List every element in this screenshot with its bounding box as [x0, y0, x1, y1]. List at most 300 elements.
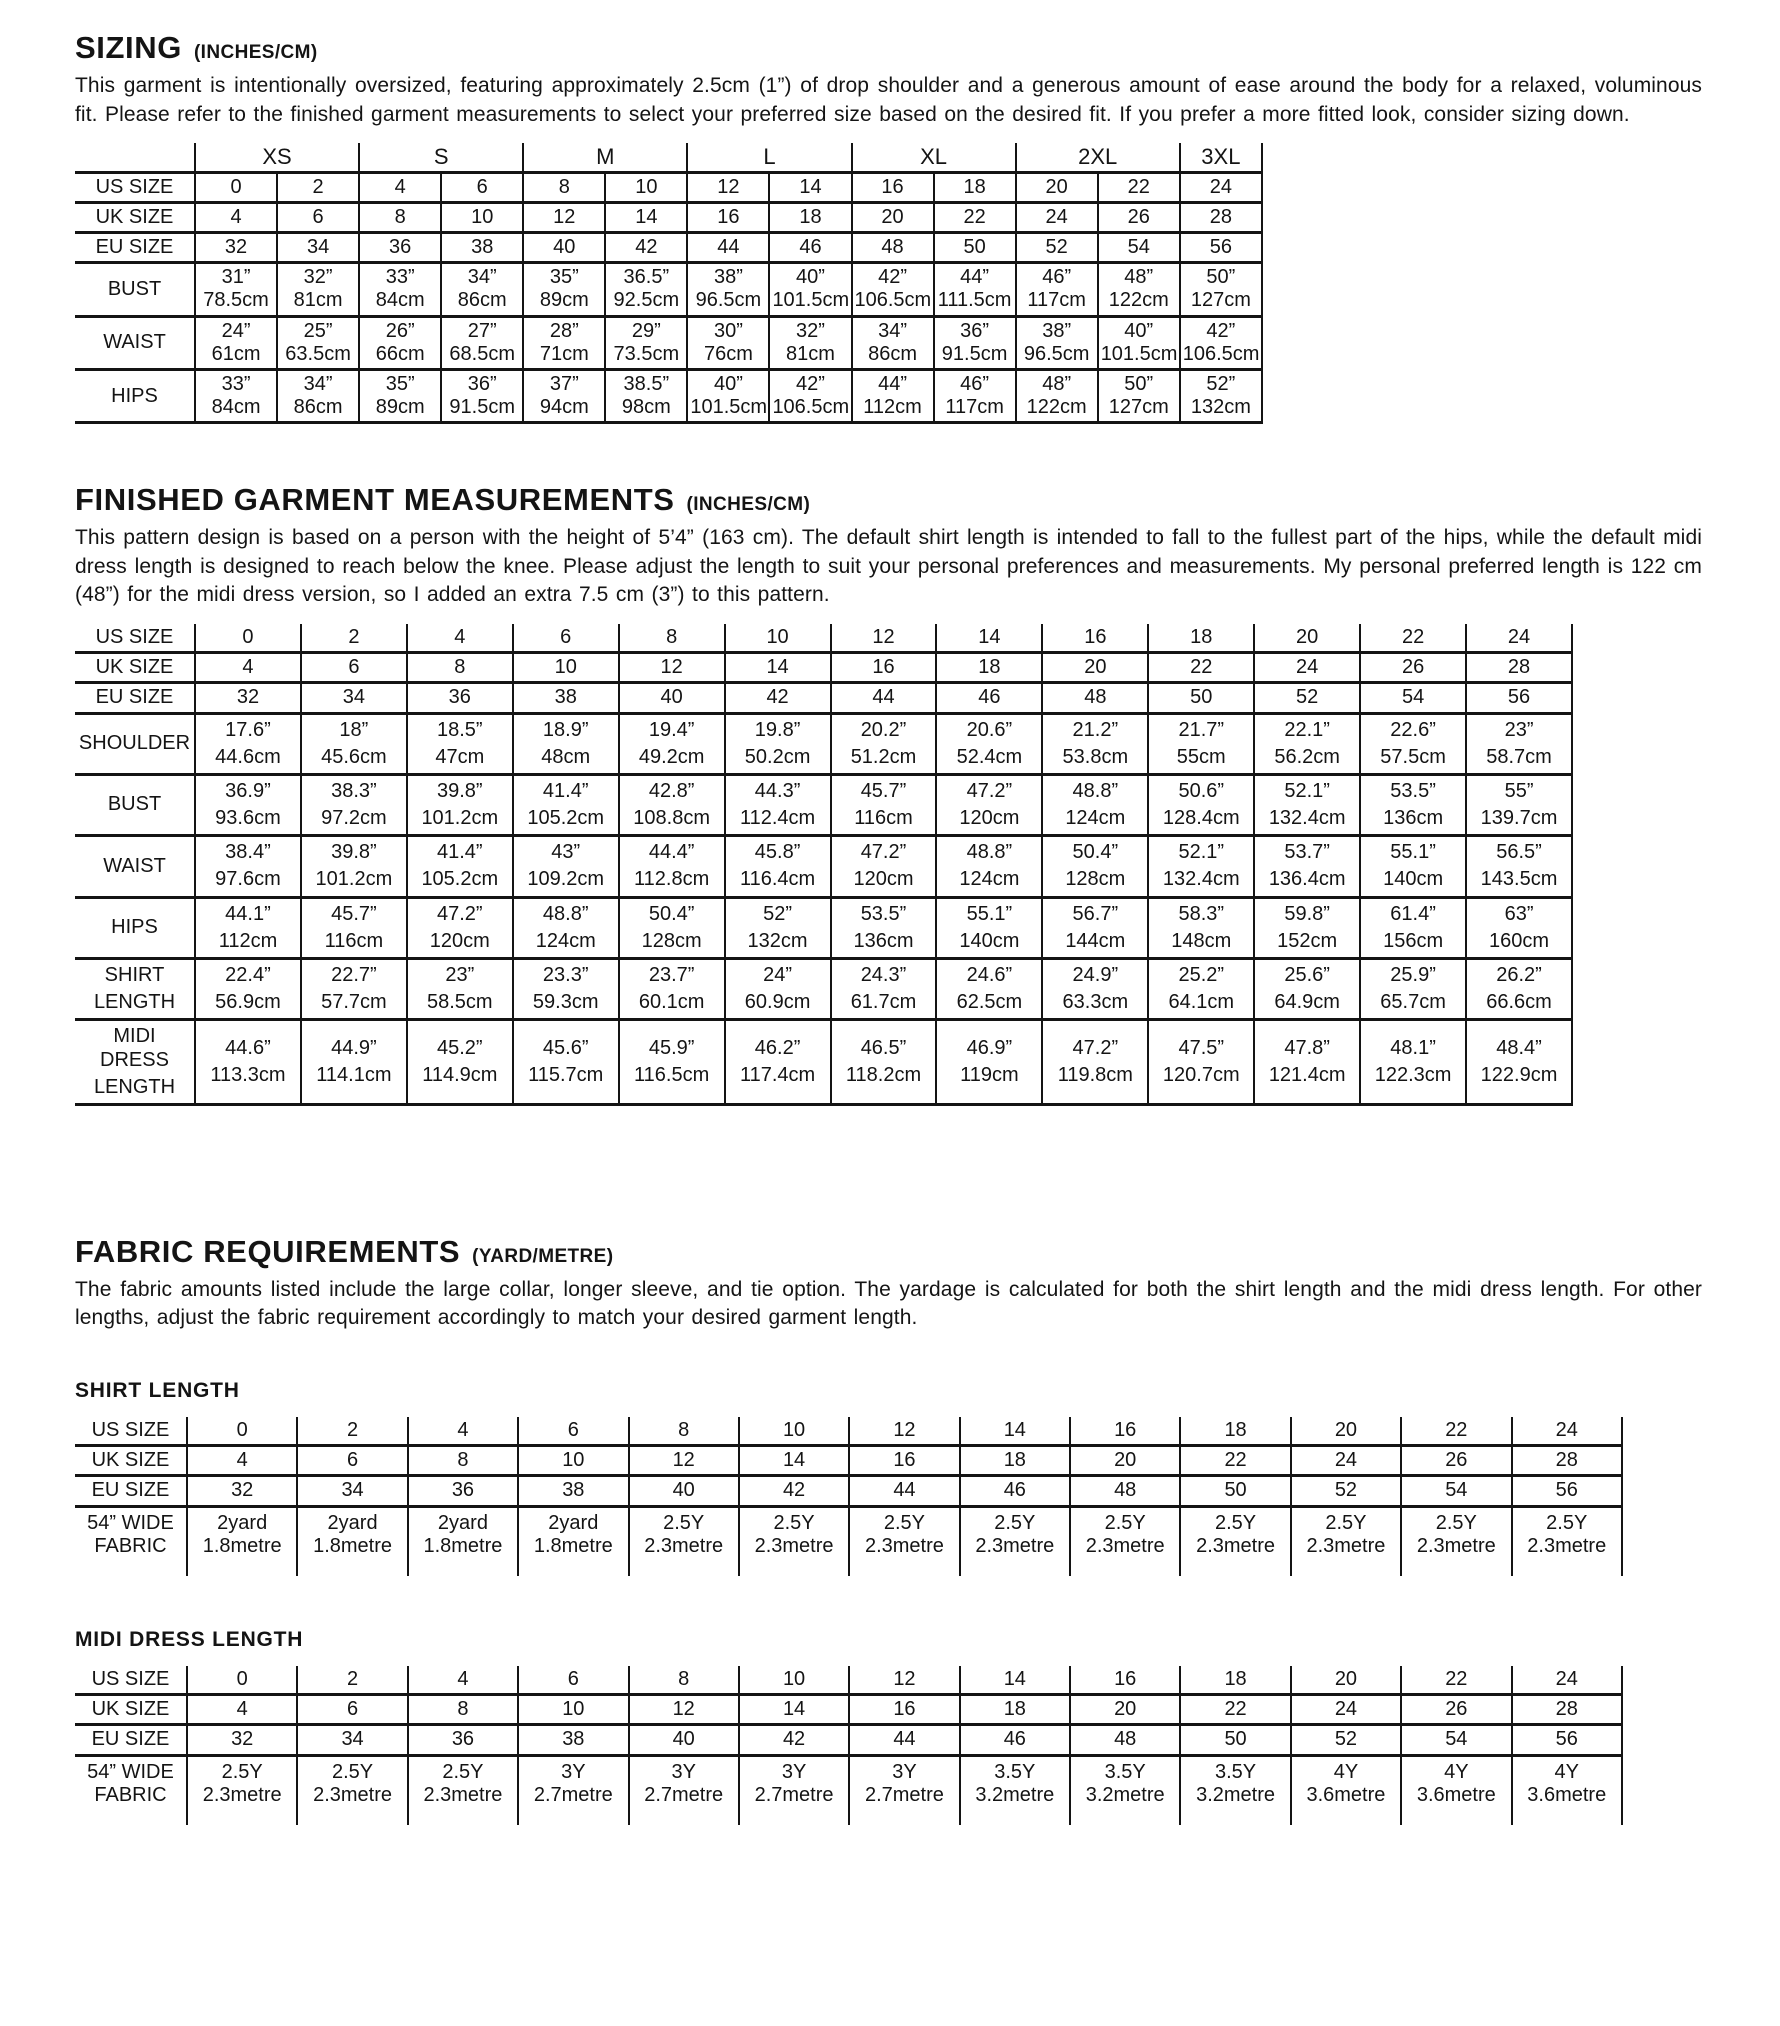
row-label: WAIST	[75, 316, 195, 369]
value-cell: 8	[629, 1417, 739, 1446]
value-cell: 12	[619, 653, 725, 683]
table-row	[75, 316, 1262, 369]
fabric-requirements-section	[75, 1234, 1702, 1825]
fabric-requirements-heading	[75, 1234, 1702, 1270]
value-cell: 40	[629, 1476, 739, 1506]
value-cell: 50	[1180, 1725, 1290, 1755]
value-cell: 16	[687, 202, 769, 232]
finished-garment-title: FINISHED GARMENT MEASUREMENTS	[75, 482, 675, 518]
size-group-label: M	[523, 143, 687, 172]
value-cell: 54	[1098, 232, 1180, 262]
value-cell: 14	[725, 653, 831, 683]
value-cell: 2	[301, 624, 407, 653]
value-cell: 18	[1148, 624, 1254, 653]
value-cell: 2.5Y 2.3metre	[1070, 1506, 1180, 1576]
table-row	[75, 1725, 1622, 1755]
value-cell: 27” 68.5cm	[441, 316, 523, 369]
size-group-label: L	[687, 143, 851, 172]
value-cell: 26” 66cm	[359, 316, 441, 369]
table-row	[75, 774, 1572, 835]
value-cell: 14	[960, 1666, 1070, 1695]
value-cell: 38	[513, 683, 619, 713]
value-cell: 20.2” 51.2cm	[831, 713, 937, 774]
value-cell: 3Y 2.7metre	[518, 1755, 628, 1825]
value-cell: 8	[359, 202, 441, 232]
table-row	[75, 1506, 1622, 1576]
shirt-length-fabric-table	[75, 1417, 1623, 1576]
value-cell: 48” 122cm	[1016, 369, 1098, 422]
value-cell: 2.5Y 2.3metre	[408, 1755, 518, 1825]
fabric-requirements-title: FABRIC REQUIREMENTS	[75, 1233, 461, 1269]
table-row	[75, 624, 1572, 653]
row-label: HIPS	[75, 897, 195, 958]
value-cell: 42	[739, 1725, 849, 1755]
value-cell: 2	[297, 1417, 407, 1446]
value-cell: 8	[629, 1666, 739, 1695]
value-cell: 25.2” 64.1cm	[1148, 959, 1254, 1020]
value-cell: 38	[518, 1476, 628, 1506]
size-group-label: XS	[195, 143, 359, 172]
value-cell: 20	[1254, 624, 1360, 653]
value-cell: 22	[1180, 1695, 1290, 1725]
value-cell: 2.5Y 2.3metre	[1401, 1506, 1511, 1576]
value-cell: 46” 117cm	[1016, 263, 1098, 316]
value-cell: 54	[1360, 683, 1466, 713]
value-cell: 28	[1466, 653, 1572, 683]
value-cell: 28	[1512, 1446, 1623, 1476]
value-cell: 18	[1180, 1417, 1290, 1446]
row-label: BUST	[75, 263, 195, 316]
value-cell: 2.5Y 2.3metre	[1291, 1506, 1401, 1576]
row-label: US SIZE	[95, 625, 174, 648]
value-cell: 6	[518, 1666, 628, 1695]
table-row	[75, 1417, 1622, 1446]
value-cell: 24.3” 61.7cm	[831, 959, 937, 1020]
value-cell: 16	[1070, 1417, 1180, 1446]
value-cell: 6	[297, 1446, 407, 1476]
fabric-requirements-intro-paragraph: The fabric amounts listed include the large collar, longer sleeve, and tie option. The yardage is calculated for both the shirt length and the midi dress length. For other lengths, adjust the fabric requirement accordingly to match your desired garment length.	[75, 1277, 1702, 1330]
value-cell: 54	[1401, 1725, 1511, 1755]
value-cell: 42	[739, 1476, 849, 1506]
value-cell: 24.6” 62.5cm	[936, 959, 1042, 1020]
value-cell: 20	[1291, 1417, 1401, 1446]
value-cell: 3.5Y 3.2metre	[1180, 1755, 1290, 1825]
row-label: UK SIZE	[75, 202, 195, 232]
value-cell: 23” 58.7cm	[1466, 713, 1572, 774]
value-cell: 45.7” 116cm	[831, 774, 937, 835]
value-cell: 16	[831, 653, 937, 683]
value-cell: 45.2” 114.9cm	[407, 1020, 513, 1105]
value-cell: 2.5Y 2.3metre	[1180, 1506, 1290, 1576]
value-cell: 56	[1466, 683, 1572, 713]
value-cell: 44.1” 112cm	[195, 897, 301, 958]
value-cell: 6	[441, 172, 523, 202]
value-cell: 42” 106.5cm	[769, 369, 851, 422]
midi-dress-fabric-table	[75, 1666, 1623, 1825]
table-row	[75, 897, 1572, 958]
value-cell: 2.5Y 2.3metre	[1512, 1506, 1623, 1576]
value-cell: 3.5Y 3.2metre	[1070, 1755, 1180, 1825]
body-measurements-table	[75, 143, 1263, 424]
value-cell: 53.5” 136cm	[831, 897, 937, 958]
table-row	[75, 1695, 1622, 1725]
value-cell: 2.5Y 2.3metre	[629, 1506, 739, 1576]
value-cell: 24” 61cm	[195, 316, 277, 369]
table-row	[75, 1755, 1622, 1825]
value-cell: 38	[441, 232, 523, 262]
value-cell: 39.8” 101.2cm	[301, 836, 407, 897]
value-cell: 50	[934, 232, 1016, 262]
value-cell: 20	[1291, 1666, 1401, 1695]
value-cell: 4	[407, 624, 513, 653]
value-cell: 20	[1070, 1446, 1180, 1476]
value-cell: 2.5Y 2.3metre	[849, 1506, 959, 1576]
value-cell: 18” 45.6cm	[301, 713, 407, 774]
row-label: MIDI DRESS LENGTH	[75, 1020, 195, 1105]
value-cell: 24	[1180, 172, 1262, 202]
value-cell: 52.1” 132.4cm	[1254, 774, 1360, 835]
value-cell: 45.6” 115.7cm	[513, 1020, 619, 1105]
table-row	[75, 232, 1262, 262]
value-cell: 32” 81cm	[769, 316, 851, 369]
value-cell: 23” 58.5cm	[407, 959, 513, 1020]
value-cell: 22	[934, 202, 1016, 232]
row-label: SHOULDER	[75, 713, 195, 774]
value-cell: 34” 86cm	[277, 369, 359, 422]
value-cell: 46	[769, 232, 851, 262]
value-cell: 55.1” 140cm	[936, 897, 1042, 958]
value-cell: 3Y 2.7metre	[849, 1755, 959, 1825]
value-cell: 55” 139.7cm	[1466, 774, 1572, 835]
value-cell: 4	[408, 1666, 518, 1695]
table-row	[75, 202, 1262, 232]
value-cell: 48.8” 124cm	[1042, 774, 1148, 835]
value-cell: 2yard 1.8metre	[297, 1506, 407, 1576]
value-cell: 6	[513, 624, 619, 653]
value-cell: 22.1” 56.2cm	[1254, 713, 1360, 774]
value-cell: 43” 109.2cm	[513, 836, 619, 897]
value-cell: 34” 86cm	[441, 263, 523, 316]
size-group-label: 3XL	[1180, 143, 1262, 172]
value-cell: 44	[849, 1476, 959, 1506]
value-cell: 47.2” 120cm	[936, 774, 1042, 835]
value-cell: 52	[1016, 232, 1098, 262]
value-cell: 0	[187, 1666, 297, 1695]
value-cell: 6	[301, 653, 407, 683]
value-cell: 19.4” 49.2cm	[619, 713, 725, 774]
value-cell: 36” 91.5cm	[934, 316, 1016, 369]
value-cell: 2.5Y 2.3metre	[297, 1755, 407, 1825]
value-cell: 59.8” 152cm	[1254, 897, 1360, 958]
value-cell: 23.3” 59.3cm	[513, 959, 619, 1020]
value-cell: 12	[831, 624, 937, 653]
value-cell: 19.8” 50.2cm	[725, 713, 831, 774]
value-cell: 36.5” 92.5cm	[605, 263, 687, 316]
value-cell: 52	[1291, 1476, 1401, 1506]
value-cell: 26	[1401, 1446, 1511, 1476]
value-cell: 44” 111.5cm	[934, 263, 1016, 316]
size-group-label: S	[359, 143, 523, 172]
value-cell: 25.6” 64.9cm	[1254, 959, 1360, 1020]
value-cell: 52” 132cm	[725, 897, 831, 958]
value-cell: 25” 63.5cm	[277, 316, 359, 369]
value-cell: 4Y 3.6metre	[1512, 1755, 1623, 1825]
value-cell: 10	[441, 202, 523, 232]
value-cell: 22	[1098, 172, 1180, 202]
value-cell: 32	[187, 1476, 297, 1506]
finished-garment-intro-paragraph: This pattern design is based on a person with the height of 5’4” (163 cm). The default shirt length is intended to fall to the fullest part of the hips, while the default midi dress length is designed to reach below the knee. Please adjust the length to suit your personal preferences and measurements. My personal preferred length is 122 cm (48”) for the midi dress version, so I added an extra 7.5 cm (3”) to this pattern.	[75, 526, 1702, 607]
value-cell: 37” 94cm	[523, 369, 605, 422]
value-cell: 3Y 2.7metre	[629, 1755, 739, 1825]
value-cell: 18	[934, 172, 1016, 202]
value-cell: 50.4” 128cm	[619, 897, 725, 958]
value-cell: 46” 117cm	[934, 369, 1016, 422]
value-cell: 26	[1360, 653, 1466, 683]
value-cell: 48	[1070, 1476, 1180, 1506]
value-cell: 24	[1291, 1695, 1401, 1725]
value-cell: 4	[408, 1417, 518, 1446]
value-cell: 58.3” 148cm	[1148, 897, 1254, 958]
value-cell: 22.6” 57.5cm	[1360, 713, 1466, 774]
value-cell: 36	[408, 1725, 518, 1755]
fabric-requirements-unit-label: (YARD/METRE)	[472, 1245, 614, 1267]
value-cell: 24	[1291, 1446, 1401, 1476]
value-cell: 38.4” 97.6cm	[195, 836, 301, 897]
value-cell: 55.1” 140cm	[1360, 836, 1466, 897]
value-cell: 26	[1098, 202, 1180, 232]
value-cell: 14	[739, 1695, 849, 1725]
value-cell: 16	[1070, 1666, 1180, 1695]
sizing-heading	[75, 30, 1702, 66]
value-cell: 46	[960, 1476, 1070, 1506]
value-cell: 36	[407, 683, 513, 713]
value-cell: 16	[849, 1695, 959, 1725]
value-cell: 44	[831, 683, 937, 713]
value-cell: 32	[195, 232, 277, 262]
value-cell: 32” 81cm	[277, 263, 359, 316]
value-cell: 39.8” 101.2cm	[407, 774, 513, 835]
value-cell: 47.8” 121.4cm	[1254, 1020, 1360, 1105]
value-cell: 2	[297, 1666, 407, 1695]
value-cell: 2.5Y 2.3metre	[739, 1506, 849, 1576]
value-cell: 16	[1042, 624, 1148, 653]
size-group-label: XL	[852, 143, 1016, 172]
value-cell: 10	[725, 624, 831, 653]
row-label: UK SIZE	[75, 653, 195, 683]
table-row	[75, 1020, 1572, 1105]
value-cell: 4	[195, 202, 277, 232]
table-row	[75, 959, 1572, 1020]
value-cell: 46	[960, 1725, 1070, 1755]
value-cell: 3Y 2.7metre	[739, 1755, 849, 1825]
value-cell: 22	[1148, 653, 1254, 683]
value-cell: 23.7” 60.1cm	[619, 959, 725, 1020]
value-cell: 20	[1042, 653, 1148, 683]
row-label: EU SIZE	[75, 683, 195, 713]
value-cell: 16	[852, 172, 934, 202]
value-cell: 56	[1512, 1725, 1623, 1755]
table-row	[75, 369, 1262, 422]
value-cell: 34	[297, 1725, 407, 1755]
value-cell: 12	[523, 202, 605, 232]
midi-dress-length-subheading: MIDI DRESS LENGTH	[75, 1627, 304, 1651]
value-cell: 35” 89cm	[523, 263, 605, 316]
value-cell: 46.5” 118.2cm	[831, 1020, 937, 1105]
value-cell: 17.6” 44.6cm	[195, 713, 301, 774]
value-cell: 47.5” 120.7cm	[1148, 1020, 1254, 1105]
value-cell: 20	[852, 202, 934, 232]
row-label: UK SIZE	[75, 1695, 187, 1725]
value-cell: 56.5” 143.5cm	[1466, 836, 1572, 897]
value-cell: 2yard 1.8metre	[187, 1506, 297, 1576]
value-cell: 38.5” 98cm	[605, 369, 687, 422]
value-cell: 8	[408, 1695, 518, 1725]
value-cell: 48” 122cm	[1098, 263, 1180, 316]
value-cell: 34	[301, 683, 407, 713]
table-row	[75, 836, 1572, 897]
value-cell: 18	[1180, 1666, 1290, 1695]
row-label: 54” WIDE FABRIC	[75, 1506, 187, 1576]
value-cell: 45.9” 116.5cm	[619, 1020, 725, 1105]
table-row	[75, 172, 1262, 202]
value-cell: 44	[687, 232, 769, 262]
value-cell: 20	[1070, 1695, 1180, 1725]
value-cell: 24	[1512, 1417, 1623, 1446]
value-cell: 26	[1401, 1695, 1511, 1725]
value-cell: 48	[1042, 683, 1148, 713]
row-label: US SIZE	[91, 1419, 170, 1442]
value-cell: 24	[1512, 1666, 1623, 1695]
value-cell: 8	[407, 653, 513, 683]
value-cell: 42.8” 108.8cm	[619, 774, 725, 835]
value-cell: 36	[408, 1476, 518, 1506]
value-cell: 38” 96.5cm	[1016, 316, 1098, 369]
value-cell: 38	[518, 1725, 628, 1755]
value-cell: 56	[1180, 232, 1262, 262]
value-cell: 18	[936, 653, 1042, 683]
value-cell: 53.5” 136cm	[1360, 774, 1466, 835]
finished-garment-section	[75, 482, 1702, 1106]
row-label: EU SIZE	[75, 232, 195, 262]
value-cell: 14	[769, 172, 851, 202]
value-cell: 52	[1254, 683, 1360, 713]
sizing-intro-paragraph: This garment is intentionally oversized, featuring approximately 2.5cm (1”) of drop shoulder and a generous amount of ease around the body for a relaxed, voluminous fit. Please refer to the finished garment measurements to select your preferred size based on the desired fit. If you prefer a more fitted look, consider sizing down.	[75, 74, 1702, 126]
table-row	[75, 1446, 1622, 1476]
value-cell: 0	[195, 172, 277, 202]
value-cell: 10	[605, 172, 687, 202]
value-cell: 34	[277, 232, 359, 262]
value-cell: 12	[687, 172, 769, 202]
value-cell: 44.9” 114.1cm	[301, 1020, 407, 1105]
value-cell: 38.3” 97.2cm	[301, 774, 407, 835]
table-row	[75, 1476, 1622, 1506]
value-cell: 22	[1401, 1417, 1511, 1446]
value-cell: 32	[195, 683, 301, 713]
value-cell: 24.9” 63.3cm	[1042, 959, 1148, 1020]
value-cell: 22	[1180, 1446, 1290, 1476]
value-cell: 48.8” 124cm	[513, 897, 619, 958]
value-cell: 8	[523, 172, 605, 202]
value-cell: 4	[187, 1695, 297, 1725]
value-cell: 24” 60.9cm	[725, 959, 831, 1020]
value-cell: 42	[605, 232, 687, 262]
value-cell: 56.7” 144cm	[1042, 897, 1148, 958]
value-cell: 18.5” 47cm	[407, 713, 513, 774]
value-cell: 63” 160cm	[1466, 897, 1572, 958]
value-cell: 4Y 3.6metre	[1291, 1755, 1401, 1825]
value-cell: 48.8” 124cm	[936, 836, 1042, 897]
value-cell: 12	[629, 1695, 739, 1725]
value-cell: 18	[960, 1695, 1070, 1725]
value-cell: 4	[195, 653, 301, 683]
value-cell: 20	[1016, 172, 1098, 202]
sizing-unit-label: (INCHES/CM)	[193, 42, 318, 63]
value-cell: 3.5Y 3.2metre	[960, 1755, 1070, 1825]
value-cell: 18.9” 48cm	[513, 713, 619, 774]
value-cell: 44.6” 113.3cm	[195, 1020, 301, 1105]
value-cell: 42	[725, 683, 831, 713]
value-cell: 36	[359, 232, 441, 262]
finished-garment-unit-label: (INCHES/CM)	[686, 494, 811, 516]
value-cell: 47.2” 120cm	[831, 836, 937, 897]
value-cell: 6	[518, 1417, 628, 1446]
value-cell: 48.4” 122.9cm	[1466, 1020, 1572, 1105]
value-cell: 34	[297, 1476, 407, 1506]
value-cell: 40” 101.5cm	[769, 263, 851, 316]
value-cell: 44.4” 112.8cm	[619, 836, 725, 897]
value-cell: 31” 78.5cm	[195, 263, 277, 316]
value-cell: 8	[619, 624, 725, 653]
value-cell: 48	[852, 232, 934, 262]
value-cell: 41.4” 105.2cm	[407, 836, 513, 897]
value-cell: 36” 91.5cm	[441, 369, 523, 422]
value-cell: 50	[1180, 1476, 1290, 1506]
row-label: EU SIZE	[75, 1476, 187, 1506]
value-cell: 46.2” 117.4cm	[725, 1020, 831, 1105]
value-cell: 28	[1512, 1695, 1623, 1725]
value-cell: 6	[277, 202, 359, 232]
row-label: HIPS	[75, 369, 195, 422]
value-cell: 12	[629, 1446, 739, 1476]
value-cell: 54	[1401, 1476, 1511, 1506]
value-cell: 2yard 1.8metre	[518, 1506, 628, 1576]
value-cell: 45.7” 116cm	[301, 897, 407, 958]
value-cell: 6	[297, 1695, 407, 1725]
row-label: EU SIZE	[75, 1725, 187, 1755]
value-cell: 21.7” 55cm	[1148, 713, 1254, 774]
value-cell: 52.1” 132.4cm	[1148, 836, 1254, 897]
value-cell: 38” 96.5cm	[687, 263, 769, 316]
finished-garment-table	[75, 624, 1573, 1106]
value-cell: 14	[605, 202, 687, 232]
value-cell: 41.4” 105.2cm	[513, 774, 619, 835]
value-cell: 29” 73.5cm	[605, 316, 687, 369]
table-row	[75, 713, 1572, 774]
value-cell: 16	[849, 1446, 959, 1476]
value-cell: 22	[1360, 624, 1466, 653]
value-cell: 52	[1291, 1725, 1401, 1755]
value-cell: 50	[1148, 683, 1254, 713]
value-cell: 2.5Y 2.3metre	[960, 1506, 1070, 1576]
value-cell: 40” 101.5cm	[687, 369, 769, 422]
value-cell: 22.7” 57.7cm	[301, 959, 407, 1020]
group-blank-cell	[75, 143, 195, 172]
value-cell: 48.1” 122.3cm	[1360, 1020, 1466, 1105]
value-cell: 25.9” 65.7cm	[1360, 959, 1466, 1020]
value-cell: 2	[277, 172, 359, 202]
value-cell: 36.9” 93.6cm	[195, 774, 301, 835]
table-row	[75, 653, 1572, 683]
